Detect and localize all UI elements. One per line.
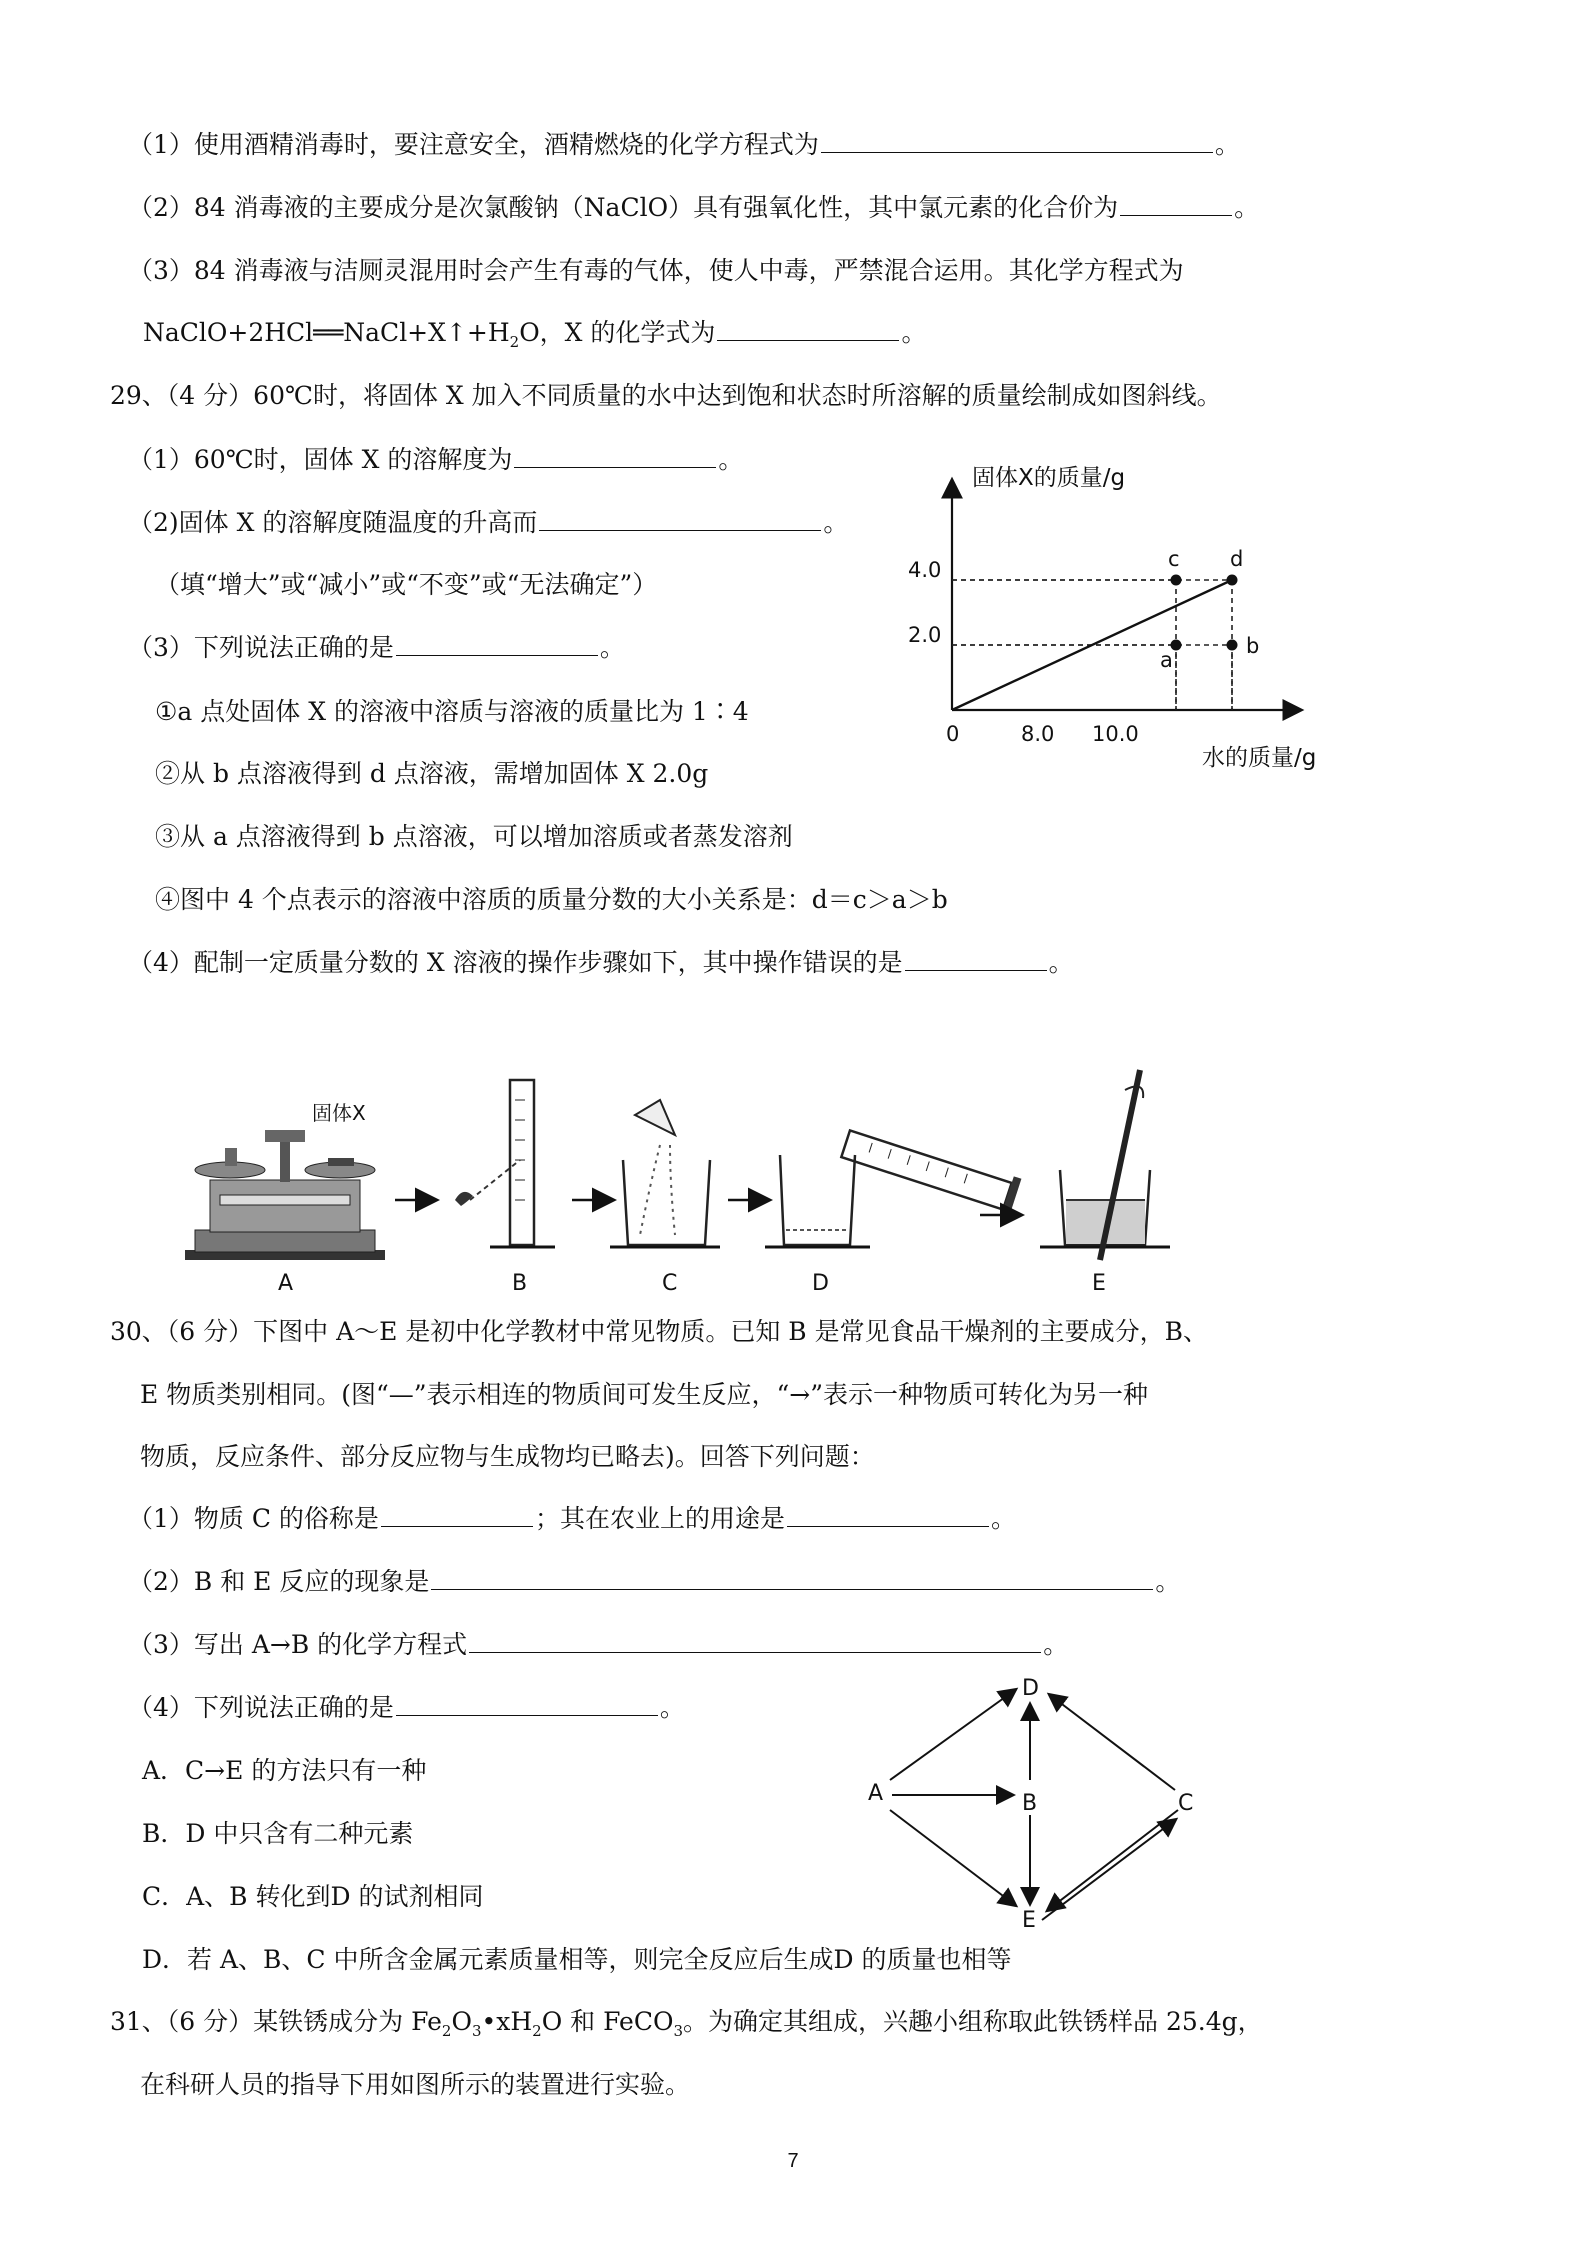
q30-stem-line1 <box>110 1315 1208 1349</box>
q29-sub1 <box>128 443 743 477</box>
balance-icon <box>185 1130 385 1260</box>
q30-sub4 <box>128 1691 685 1725</box>
q30-sub1-blank1[interactable] <box>381 1502 533 1527</box>
q29-sub2-end: 。 <box>823 508 849 537</box>
q28-part3 <box>128 254 1184 288</box>
q31-stem-a: 31、（6 分）某铁锈成分为 Fe <box>110 2007 442 2036</box>
q31-stem-e: 。为确定其组成，兴趣小组称取此铁锈样品 25.4g， <box>683 2007 1263 2036</box>
q28-part3-end: 。 <box>901 318 927 347</box>
q28-equation-a: NaClO+2HCl══NaCl+X↑+H <box>143 318 510 347</box>
chart-origin-label: 0 <box>946 722 960 746</box>
q29-sub4-text: （4）配制一定质量分数的 X 溶液的操作步骤如下，其中操作错误的是 <box>128 948 903 977</box>
step-e-label: E <box>1092 1271 1106 1296</box>
q30-sub2-blank[interactable] <box>431 1565 1153 1590</box>
solubility-chart <box>880 455 1360 785</box>
q31-stem-b: O <box>451 2007 472 2036</box>
chart-point-label-d: d <box>1230 547 1244 571</box>
chart-point-b <box>1227 640 1238 651</box>
q29-sub4-blank[interactable] <box>905 946 1047 971</box>
chart-point-d <box>1227 575 1238 586</box>
q30-sub3-end: 。 <box>1043 1630 1069 1659</box>
q29-sub1-end: 。 <box>718 445 744 474</box>
q30-sub1 <box>128 1502 1016 1536</box>
chart-point-label-b: b <box>1246 634 1260 658</box>
q30-sub2-text: （2）B 和 E 反应的现象是 <box>128 1567 430 1596</box>
q31-stem-c: •xH <box>481 2007 533 2036</box>
q28-part2-blank[interactable] <box>1120 191 1232 216</box>
q29-sub3-blank[interactable] <box>396 631 598 656</box>
chart-y-label: 固体X的质量/g <box>972 465 1126 491</box>
graduated-cylinder-icon <box>455 1080 555 1247</box>
q30-option-d <box>142 1943 1012 1977</box>
q30-option-c <box>142 1880 484 1914</box>
edge-c-d <box>1050 1695 1175 1790</box>
step-b-label: B <box>512 1271 528 1296</box>
q28-part1-end: 。 <box>1214 130 1240 159</box>
q30-option-d-text: D．若 A、B、C 中所含金属元素质量相等，则完全反应后生成D 的质量也相等 <box>142 1945 1012 1974</box>
chart-x-tick-1: 8.0 <box>1021 722 1055 746</box>
edge-a-e <box>890 1810 1015 1905</box>
q29-option-4-text: ④图中 4 个点表示的溶液中溶质的质量分数的大小关系是：d＝c＞a＞b <box>155 885 948 914</box>
q30-option-a <box>142 1754 426 1788</box>
chart-y-tick-1: 2.0 <box>908 623 942 647</box>
beaker-with-paper-icon <box>610 1100 720 1247</box>
q29-sub3-text: （3）下列说法正确的是 <box>128 633 394 662</box>
q30-sub2 <box>128 1565 1180 1599</box>
node-e: E <box>1022 1908 1036 1933</box>
q29-option-2-text: ②从 b 点溶液得到 d 点溶液，需增加固体 X 2.0g <box>155 759 709 788</box>
edge-c-e <box>1048 1810 1178 1910</box>
chart-point-label-a: a <box>1160 648 1173 672</box>
q29-option-3 <box>155 820 793 854</box>
solid-x-label: 固体X <box>312 1101 366 1125</box>
chart-x-label: 水的质量/g <box>1202 745 1317 771</box>
q29-stem-text: 29、（4 分）60℃时，将固体 X 加入不同质量的水中达到饱和状态时所溶解的质量绘制成如图斜线。 <box>110 381 1222 410</box>
apparatus-illustration <box>180 1060 1230 1300</box>
step-d-label: D <box>812 1271 829 1296</box>
q29-sub4 <box>128 946 1074 980</box>
page-number: 7 <box>787 2150 799 2172</box>
q29-sub2-text: （2)固体 X 的溶解度随温度的升高而 <box>128 508 538 537</box>
q28-part2-end: 。 <box>1234 193 1260 222</box>
q30-stem-line3 <box>140 1440 875 1474</box>
q30-stem2-text: E 物质类别相同。(图“—”表示相连的物质间可发生反应，“→”表示一种物质可转化为另一种 <box>140 1380 1149 1409</box>
q30-sub1-end: 。 <box>990 1504 1016 1533</box>
q30-option-a-text: A．C→E 的方法只有一种 <box>142 1756 427 1785</box>
q29-option-1 <box>155 695 749 729</box>
q28-part2-text: （2）84 消毒液的主要成分是次氯酸钠（NaClO）具有强氧化性，其中氯元素的化合价为 <box>128 193 1119 222</box>
q30-sub1-text: （1）物质 C 的俗称是 <box>128 1504 379 1533</box>
q28-part3-text: （3）84 消毒液与洁厕灵混用时会产生有毒的气体，使人中毒，严禁混合运用。其化学方程式为 <box>128 256 1184 285</box>
chart-point-c <box>1171 575 1182 586</box>
q31-stem-line2 <box>140 2068 690 2102</box>
q28-part1 <box>128 128 1240 162</box>
q30-option-c-text: C．A、B 转化到D 的试剂相同 <box>142 1882 484 1911</box>
q30-relation-diagram <box>860 1665 1220 1945</box>
q30-sub3 <box>128 1628 1068 1662</box>
q31-sub-3: 2 <box>532 2022 542 2040</box>
q29-sub1-blank[interactable] <box>514 443 716 468</box>
step-a-label: A <box>278 1271 294 1296</box>
q30-option-b-text: B．D 中只含有二种元素 <box>142 1819 414 1848</box>
q29-sub2 <box>128 506 848 540</box>
q29-sub2-blank[interactable] <box>539 506 821 531</box>
edge-e-c <box>1042 1820 1175 1920</box>
q29-option-2 <box>155 757 708 791</box>
q30-sub1-blank2[interactable] <box>787 1502 989 1527</box>
edge-a-d <box>890 1690 1015 1780</box>
q30-sub4-text: （4）下列说法正确的是 <box>128 1693 394 1722</box>
q29-sub3 <box>128 631 625 665</box>
node-d: D <box>1022 1676 1039 1701</box>
q28-part3-equation <box>143 316 926 359</box>
q31-sub-1: 2 <box>441 2022 452 2040</box>
q30-sub1-mid: ；其在农业上的用途是 <box>534 1504 785 1533</box>
chart-x-tick-2: 10.0 <box>1092 722 1139 746</box>
q29-sub3-end: 。 <box>599 633 625 662</box>
chart-point-label-c: c <box>1168 547 1180 571</box>
q30-sub3-blank[interactable] <box>469 1628 1041 1653</box>
q28-part1-text: （1）使用酒精消毒时，要注意安全，酒精燃烧的化学方程式为 <box>128 130 819 159</box>
q28-equation-sub: 2 <box>509 333 520 351</box>
q29-option-4 <box>155 883 948 917</box>
q30-stem-line2 <box>140 1378 1148 1412</box>
step-c-label: C <box>662 1271 678 1296</box>
q28-equation-b: O，X 的化学式为 <box>519 318 716 347</box>
q29-sub4-end: 。 <box>1048 948 1074 977</box>
q31-sub-2: 3 <box>471 2022 482 2040</box>
q30-sub2-end: 。 <box>1155 1567 1181 1596</box>
q28-part3-blank[interactable] <box>717 316 899 341</box>
node-c: C <box>1178 1791 1194 1816</box>
q31-stem2-text: 在科研人员的指导下用如图所示的装置进行实验。 <box>140 2070 691 2099</box>
q29-option-3-text: ③从 a 点溶液得到 b 点溶液，可以增加溶质或者蒸发溶剂 <box>155 822 793 851</box>
q31-sub-4: 3 <box>673 2022 684 2040</box>
beaker-stirring-icon <box>1040 1070 1170 1260</box>
node-b: B <box>1022 1791 1038 1816</box>
q30-stem1-text: 30、（6 分）下图中 A～E 是初中化学教材中常见物质。已知 B 是常见食品干燥剂的主要成分，B、 <box>110 1317 1209 1346</box>
q28-part1-blank[interactable] <box>821 128 1213 153</box>
q30-sub3-text: （3）写出 A→B 的化学方程式 <box>128 1630 468 1659</box>
q30-sub4-blank[interactable] <box>396 1691 658 1716</box>
q31-stem-d: O 和 FeCO <box>541 2007 674 2036</box>
chart-data-layer <box>952 547 1259 710</box>
q29-option-1-text: ①a 点处固体 X 的溶液中溶质与溶液的质量比为 1∶4 <box>155 697 749 726</box>
q30-sub4-end: 。 <box>659 1693 685 1722</box>
q29-sub1-text: （1）60℃时，固体 X 的溶解度为 <box>128 445 513 474</box>
q28-part2 <box>128 191 1259 225</box>
beaker-pouring-icon <box>765 1124 1021 1247</box>
q30-option-b <box>142 1817 413 1851</box>
q29-sub2-hint <box>155 568 657 602</box>
q31-stem-line1 <box>110 2005 1263 2048</box>
q29-sub2-hint-text: （填“增大”或“减小”或“不变”或“无法确定”） <box>155 570 658 599</box>
q29-stem <box>110 379 1222 413</box>
chart-y-tick-2: 4.0 <box>908 558 942 582</box>
q30-stem3-text: 物质，反应条件、部分反应物与生成物均已略去)。回答下列问题： <box>140 1442 875 1471</box>
node-a: A <box>868 1781 884 1806</box>
